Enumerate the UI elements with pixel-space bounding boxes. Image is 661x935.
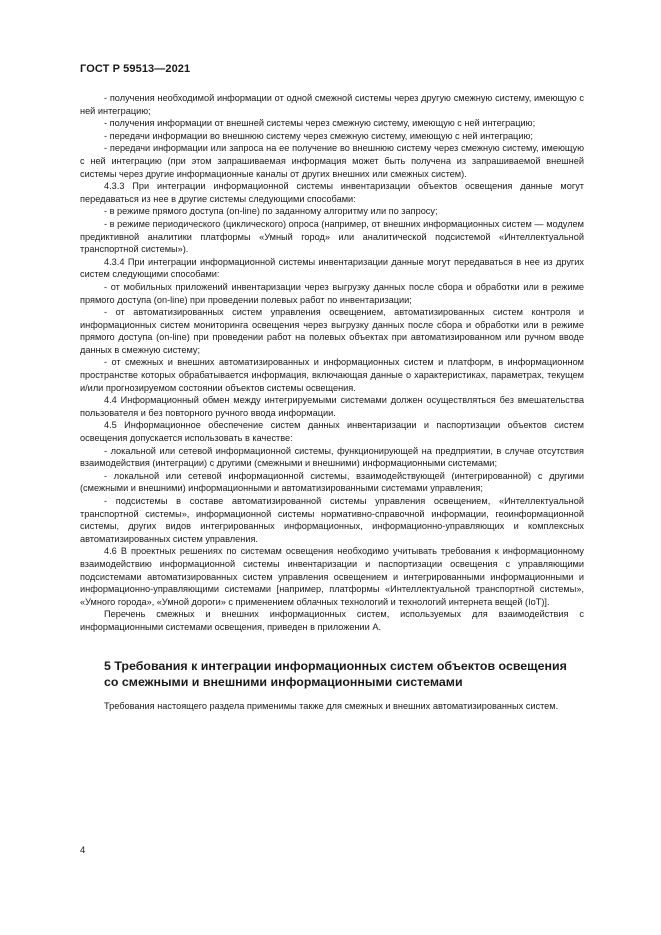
paragraph: 4.5 Информационное обеспечение систем данных инвентаризации и паспортизации объектов систем освещения допускается использовать в качестве: xyxy=(80,420,584,444)
paragraph: - передачи информации во внешнюю систему через смежную систему, имеющую с ней интеграцию; xyxy=(104,130,533,141)
paragraph: - передачи информации или запроса на ее получение во внешнюю систему через смежную систему, имеющую с ней интеграцию (при этом запрашиваемая информация может быть получена из запрашиваемой внешней системы через другие информационные каналы от других внешних или смежных систем). xyxy=(80,143,584,179)
paragraph: Перечень смежных и внешних информационных систем, используемых для взаимодействия с информационными системами освещения, приведен в приложении А. xyxy=(80,609,584,632)
document-body xyxy=(80,92,584,712)
paragraph: - получения информации от внешней системы через смежную систему, имеющую с ней интеграцию; xyxy=(104,118,536,129)
paragraph: - подсистемы в составе автоматизированной системы управления освещением, «Интеллектуальной транспортной системы», информационной системы нормативно-справочной информации, геоинформационной системы, других видов интегрированных информационных, информационно-управляющих и комплексных автоматизированных систем управления. xyxy=(80,496,584,544)
paragraph: - локальной или сетевой информационной системы, функционирующей на предприятии, в случае отсутствия взаимодействия (интеграции) с другими (смежными и внешними) информационными системами; xyxy=(80,445,584,469)
paragraph: 4.6 В проектных решениях по системам освещения необходимо учитывать требования к информационному взаимодействию информационной системы инвентаризации и паспортизации освещения с управляющими подсистемами автоматизированных систем управления освещением и интегрированными информационными и информационно-управляющими системами [например, платформы «Интеллектуальной транспортной системы», «Умного города», «Умной дороги» с применением облачных технологий и технологий интернета вещей (IoT)]. xyxy=(80,546,584,607)
section-5-paragraph: Требования настоящего раздела применимы также для смежных и внешних автоматизированных систем. xyxy=(104,700,559,711)
paragraph: 4.3.4 При интеграции информационной системы инвентаризации данные могут передаваться в нее из других систем следующими способами: xyxy=(80,256,584,280)
paragraph: - локальной или сетевой информационной системы, взаимодействующей (интегрированной) с другими (смежными и внешними) информационными и автоматизированными системами управления; xyxy=(80,470,584,494)
document-header: ГОСТ Р 59513—2021 xyxy=(80,63,191,75)
paragraph: - в режиме прямого доступа (on-line) по заданному алгоритму или по запросу; xyxy=(104,206,438,217)
paragraph: - от смежных и внешних автоматизированных и информационных систем и платформ, в информационном пространстве которых обрабатывается информация, включающая данные о характеристиках, параметрах, текущем и/или прогнозируемом состоянии объектов системы освещения. xyxy=(80,357,584,393)
paragraph: - от мобильных приложений инвентаризации через выгрузку данных после сбора и обработки или в режиме прямого доступа (on-line) при проведении полевых работ по инвентаризации; xyxy=(80,281,584,305)
paragraph: - в режиме периодического (циклического) опроса (например, от внешних информационных систем — модулем предиктивной аналитики платформы «Умный город» или аналитической подсистемой «Интеллектуальной транспортной системы»). xyxy=(80,218,584,255)
section-5-heading-line-2: со смежными и внешними информационными системами xyxy=(104,674,463,689)
paragraph: - получения необходимой информации от одной смежной системы через другую смежную систему, имеющую с ней интеграцию; xyxy=(80,93,584,116)
paragraph: 4.4 Информационный обмен между интегрируемыми системами должен осуществляться без вмешательства пользователя и без повторного ручного ввода информации. xyxy=(80,395,584,418)
section-5-heading xyxy=(80,658,584,690)
paragraph: 4.3.3 При интеграции информационной системы инвентаризации объектов освещения данные могут передаваться из нее в другие системы следующими способами: xyxy=(80,181,584,204)
section-5-heading-line-1: 5 Требования к интеграции информационных систем объектов освещения xyxy=(104,658,567,673)
page-number: 4 xyxy=(80,845,86,856)
paragraph: - от автоматизированных систем управления освещением, автоматизированных систем контроля и информационных систем мониторинга освещения через выгрузку данных после сбора и обработки или в режиме прямого доступа (on-line) при проведении работ на полевых объектах при автоматизированном или ручном вводе данных в смежную систему; xyxy=(80,307,584,355)
